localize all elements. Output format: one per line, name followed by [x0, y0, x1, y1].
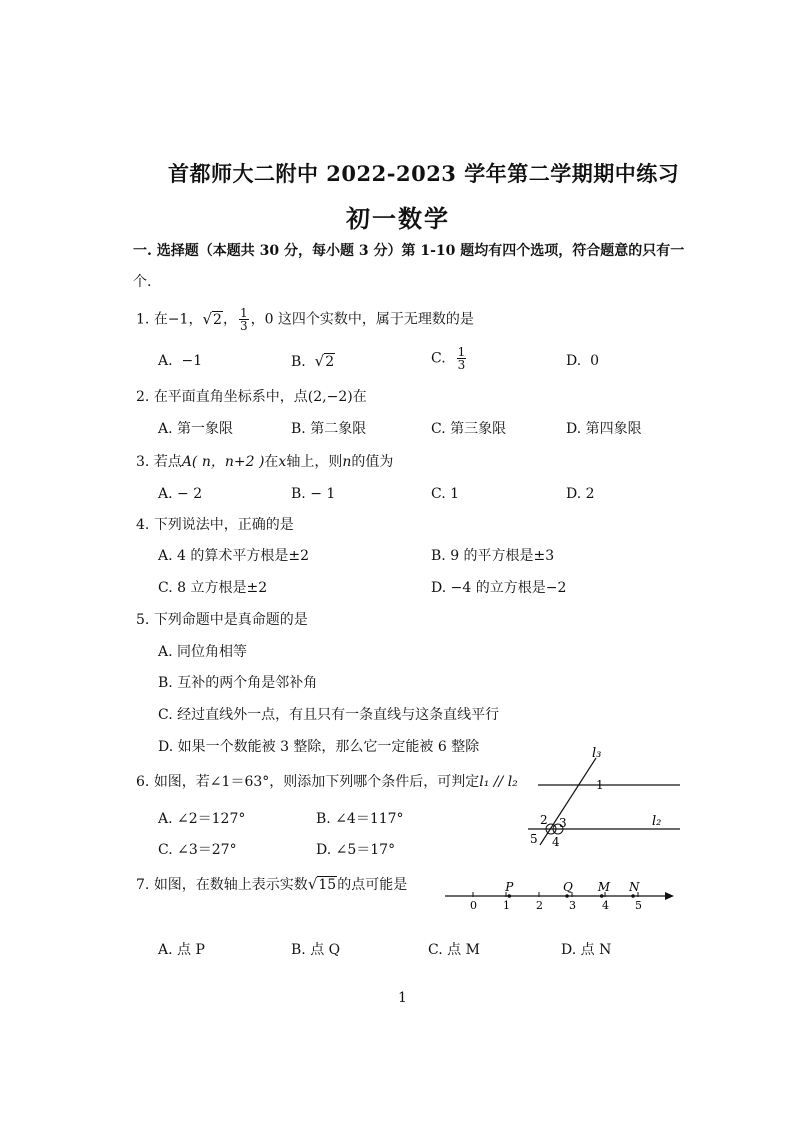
arrow-icon [665, 892, 674, 900]
option-a[interactable]: A. 同位角相等 [158, 644, 248, 660]
section-heading-cont: 个. [133, 274, 152, 290]
label-l2: l₂ [652, 814, 662, 829]
sqrt-expression: √15 [307, 875, 337, 893]
option-a[interactable]: A. 点 P [158, 942, 205, 958]
parallel-lines-figure [518, 745, 683, 850]
option-d[interactable]: D. 第四象限 [566, 421, 642, 437]
question-5: 5. 下列命题中是真命题的是 [136, 612, 308, 628]
question-3: 3. 若点A( n，n+2 )在x轴上，则n的值为 [136, 454, 394, 470]
angle-5-label: 5 [530, 832, 538, 846]
subject-title: 初一数学 [346, 204, 450, 233]
option-a[interactable]: A. −1 [158, 353, 203, 369]
point-q [565, 894, 569, 898]
option-b[interactable]: B. ∠4＝117° [316, 811, 404, 827]
option-d[interactable]: D. 点 N [561, 942, 612, 958]
q-text: ，0 这四个实数中，属于无理数的是 [250, 311, 474, 328]
tick-label: 3 [569, 899, 576, 912]
question-6: 6. 如图，若∠1＝63°，则添加下列哪个条件后，可判定l₁ // l₂ [136, 774, 518, 790]
point-m [600, 894, 604, 898]
question-7: 7. 如图，在数轴上表示实数√15的点可能是 [136, 875, 408, 893]
exam-title: 首都师大二附中 2022-2023 学年第二学期期中练习 [168, 161, 680, 186]
fraction: $\frac{1}{3}$ [239, 306, 248, 333]
option-a[interactable]: A. 第一象限 [158, 421, 234, 437]
option-d[interactable]: D. 0 [566, 353, 600, 369]
q-comma: ， [222, 311, 237, 328]
option-a[interactable]: A. − 2 [158, 486, 203, 502]
point-n [631, 894, 635, 898]
angle-4-label: 4 [552, 835, 560, 849]
option-b[interactable]: B. − 1 [291, 486, 336, 502]
tick-label: 0 [470, 899, 477, 912]
point-label: M [597, 880, 610, 894]
point-label: N [629, 880, 640, 894]
option-b[interactable]: B. 互补的两个角是邻补角 [158, 675, 318, 691]
label-l3: l₃ [592, 746, 602, 761]
line-l3 [540, 758, 596, 845]
q-text: 在−1， [153, 311, 203, 328]
angle-1-label: 1 [596, 778, 604, 792]
option-a[interactable]: A. 4 的算术平方根是±2 [158, 548, 310, 564]
option-d[interactable]: D. ∠5＝17° [316, 842, 396, 858]
angle-2-label: 2 [540, 813, 548, 827]
q-number: 1. [136, 311, 150, 328]
option-b[interactable]: B. 第二象限 [291, 421, 367, 437]
tick-label: 4 [602, 899, 609, 912]
question-2: 2. 在平面直角坐标系中，点(2,−2)在 [136, 389, 367, 405]
option-c[interactable]: C. ∠3＝27° [158, 842, 237, 858]
question-1 [136, 307, 474, 332]
page-number: 1 [398, 990, 407, 1006]
sqrt-expression: √2 [202, 309, 222, 328]
question-4: 4. 下列说法中，正确的是 [136, 517, 294, 533]
option-d[interactable]: D. 如果一个数能被 3 整除，那么它一定能被 6 整除 [158, 739, 480, 755]
option-c[interactable]: C. 经过直线外一点，有且只有一条直线与这条直线平行 [158, 707, 500, 723]
point-label: Q [563, 880, 573, 894]
option-b[interactable]: B. √2 [291, 352, 335, 370]
option-c[interactable]: C. 1 [431, 486, 460, 502]
tick-label: 5 [635, 899, 642, 912]
point-p [508, 894, 512, 898]
point-label: P [505, 880, 514, 894]
section-heading: 一. 选择题（本题共 30 分，每小题 3 分）第 1-10 题均有四个选项，符合题意的只有一 [133, 243, 685, 259]
option-c[interactable]: C. 第三象限 [431, 421, 507, 437]
option-b[interactable]: B. 点 Q [291, 942, 341, 958]
number-line [440, 878, 680, 918]
option-c[interactable]: C. $\frac{1}{3}$ [431, 345, 466, 372]
angle-3-label: 3 [559, 816, 567, 830]
option-c[interactable]: C. 点 M [428, 942, 480, 958]
option-a[interactable]: A. ∠2＝127° [158, 811, 246, 827]
option-b[interactable]: B. 9 的平方根是±3 [431, 548, 555, 564]
option-d[interactable]: D. 2 [566, 486, 595, 502]
tick-label: 2 [536, 899, 543, 912]
tick-label: 1 [503, 899, 510, 912]
option-c[interactable]: C. 8 立方根是±2 [158, 580, 268, 596]
option-d[interactable]: D. −4 的立方根是−2 [431, 580, 567, 596]
